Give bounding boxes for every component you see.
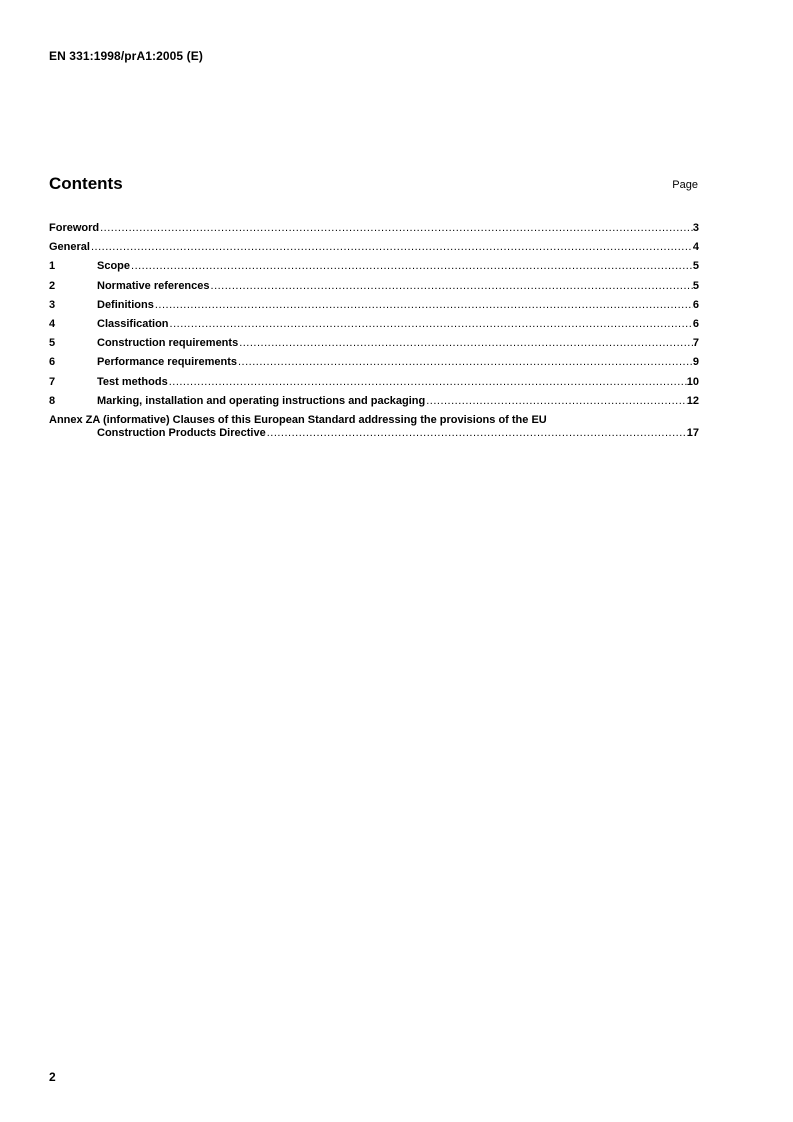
toc-leader-dots xyxy=(154,299,693,312)
toc-entry-number: 6 xyxy=(49,356,56,369)
toc-entry-number: 7 xyxy=(49,375,56,388)
toc-entry-title: Marking, installation and operating instructions and packaging xyxy=(97,394,426,407)
toc-entry-page: 17 xyxy=(686,426,699,439)
document-identifier: EN 331:1998/prA1:2005 (E) xyxy=(49,49,203,63)
toc-entry-title: General xyxy=(49,241,90,254)
toc-entry-foreword[interactable] xyxy=(49,222,699,235)
contents-heading: Contents xyxy=(49,174,123,193)
toc-entry-construction-requirements[interactable] xyxy=(49,337,699,350)
toc-leader-dots xyxy=(169,318,693,331)
toc-entry-title: Definitions xyxy=(97,298,154,311)
toc-entry-title: Test methods xyxy=(97,375,168,388)
toc-entry-title: Performance requirements xyxy=(97,356,237,369)
toc-entry-number: 4 xyxy=(49,317,56,330)
page-number: 2 xyxy=(49,1070,56,1084)
annex-title-line2: Construction Products Directive xyxy=(97,426,266,439)
toc-entry-performance-requirements[interactable] xyxy=(49,356,699,369)
toc-entry-page: 9 xyxy=(692,356,699,369)
toc-entry-page: 5 xyxy=(692,279,699,292)
toc-entry-title: Classification xyxy=(97,317,169,330)
toc-entry-number: 3 xyxy=(49,298,56,311)
toc-entry-definitions[interactable] xyxy=(49,299,699,312)
toc-entry-title: Construction requirements xyxy=(97,337,239,350)
toc-leader-dots xyxy=(168,376,687,389)
toc-leader-dots xyxy=(266,427,687,440)
toc-entry-page: 5 xyxy=(692,260,699,273)
toc-leader-dots xyxy=(210,280,693,293)
annex-title-line2-row xyxy=(49,427,699,440)
toc-leader-dots xyxy=(237,356,693,369)
page-column-label: Page xyxy=(672,179,698,191)
toc-leader-dots xyxy=(130,260,693,273)
toc-entry-annex-za[interactable] xyxy=(49,414,699,440)
toc-entry-page: 10 xyxy=(686,375,699,388)
toc-entry-normative-references[interactable] xyxy=(49,280,699,293)
toc-leader-dots xyxy=(425,395,687,408)
toc-entry-number: 1 xyxy=(49,260,56,273)
toc-entry-number: 2 xyxy=(49,279,56,292)
toc-entry-title: Normative references xyxy=(97,279,210,292)
toc-entry-page: 6 xyxy=(692,317,699,330)
toc-entry-number: 8 xyxy=(49,394,56,407)
annex-title-line1: Annex ZA (informative) Clauses of this European Standard addressing the provisions of the EU xyxy=(49,413,547,426)
toc-leader-dots xyxy=(99,222,693,235)
toc-entry-marking[interactable] xyxy=(49,395,699,408)
toc-entry-page: 3 xyxy=(692,222,699,234)
toc-entry-classification[interactable] xyxy=(49,318,699,331)
toc-entry-general[interactable] xyxy=(49,241,699,254)
toc-entry-test-methods[interactable] xyxy=(49,376,699,389)
toc-entry-scope[interactable] xyxy=(49,260,699,273)
table-of-contents xyxy=(49,222,699,440)
toc-entry-number: 5 xyxy=(49,337,56,350)
toc-entry-page: 12 xyxy=(686,394,699,407)
toc-entry-title: Scope xyxy=(97,260,131,273)
toc-entry-page: 6 xyxy=(692,298,699,311)
toc-leader-dots xyxy=(238,337,693,350)
toc-entry-title: Foreword xyxy=(49,222,100,234)
toc-entry-page: 4 xyxy=(692,241,699,254)
toc-leader-dots xyxy=(90,241,693,254)
toc-entry-page: 7 xyxy=(692,337,699,350)
